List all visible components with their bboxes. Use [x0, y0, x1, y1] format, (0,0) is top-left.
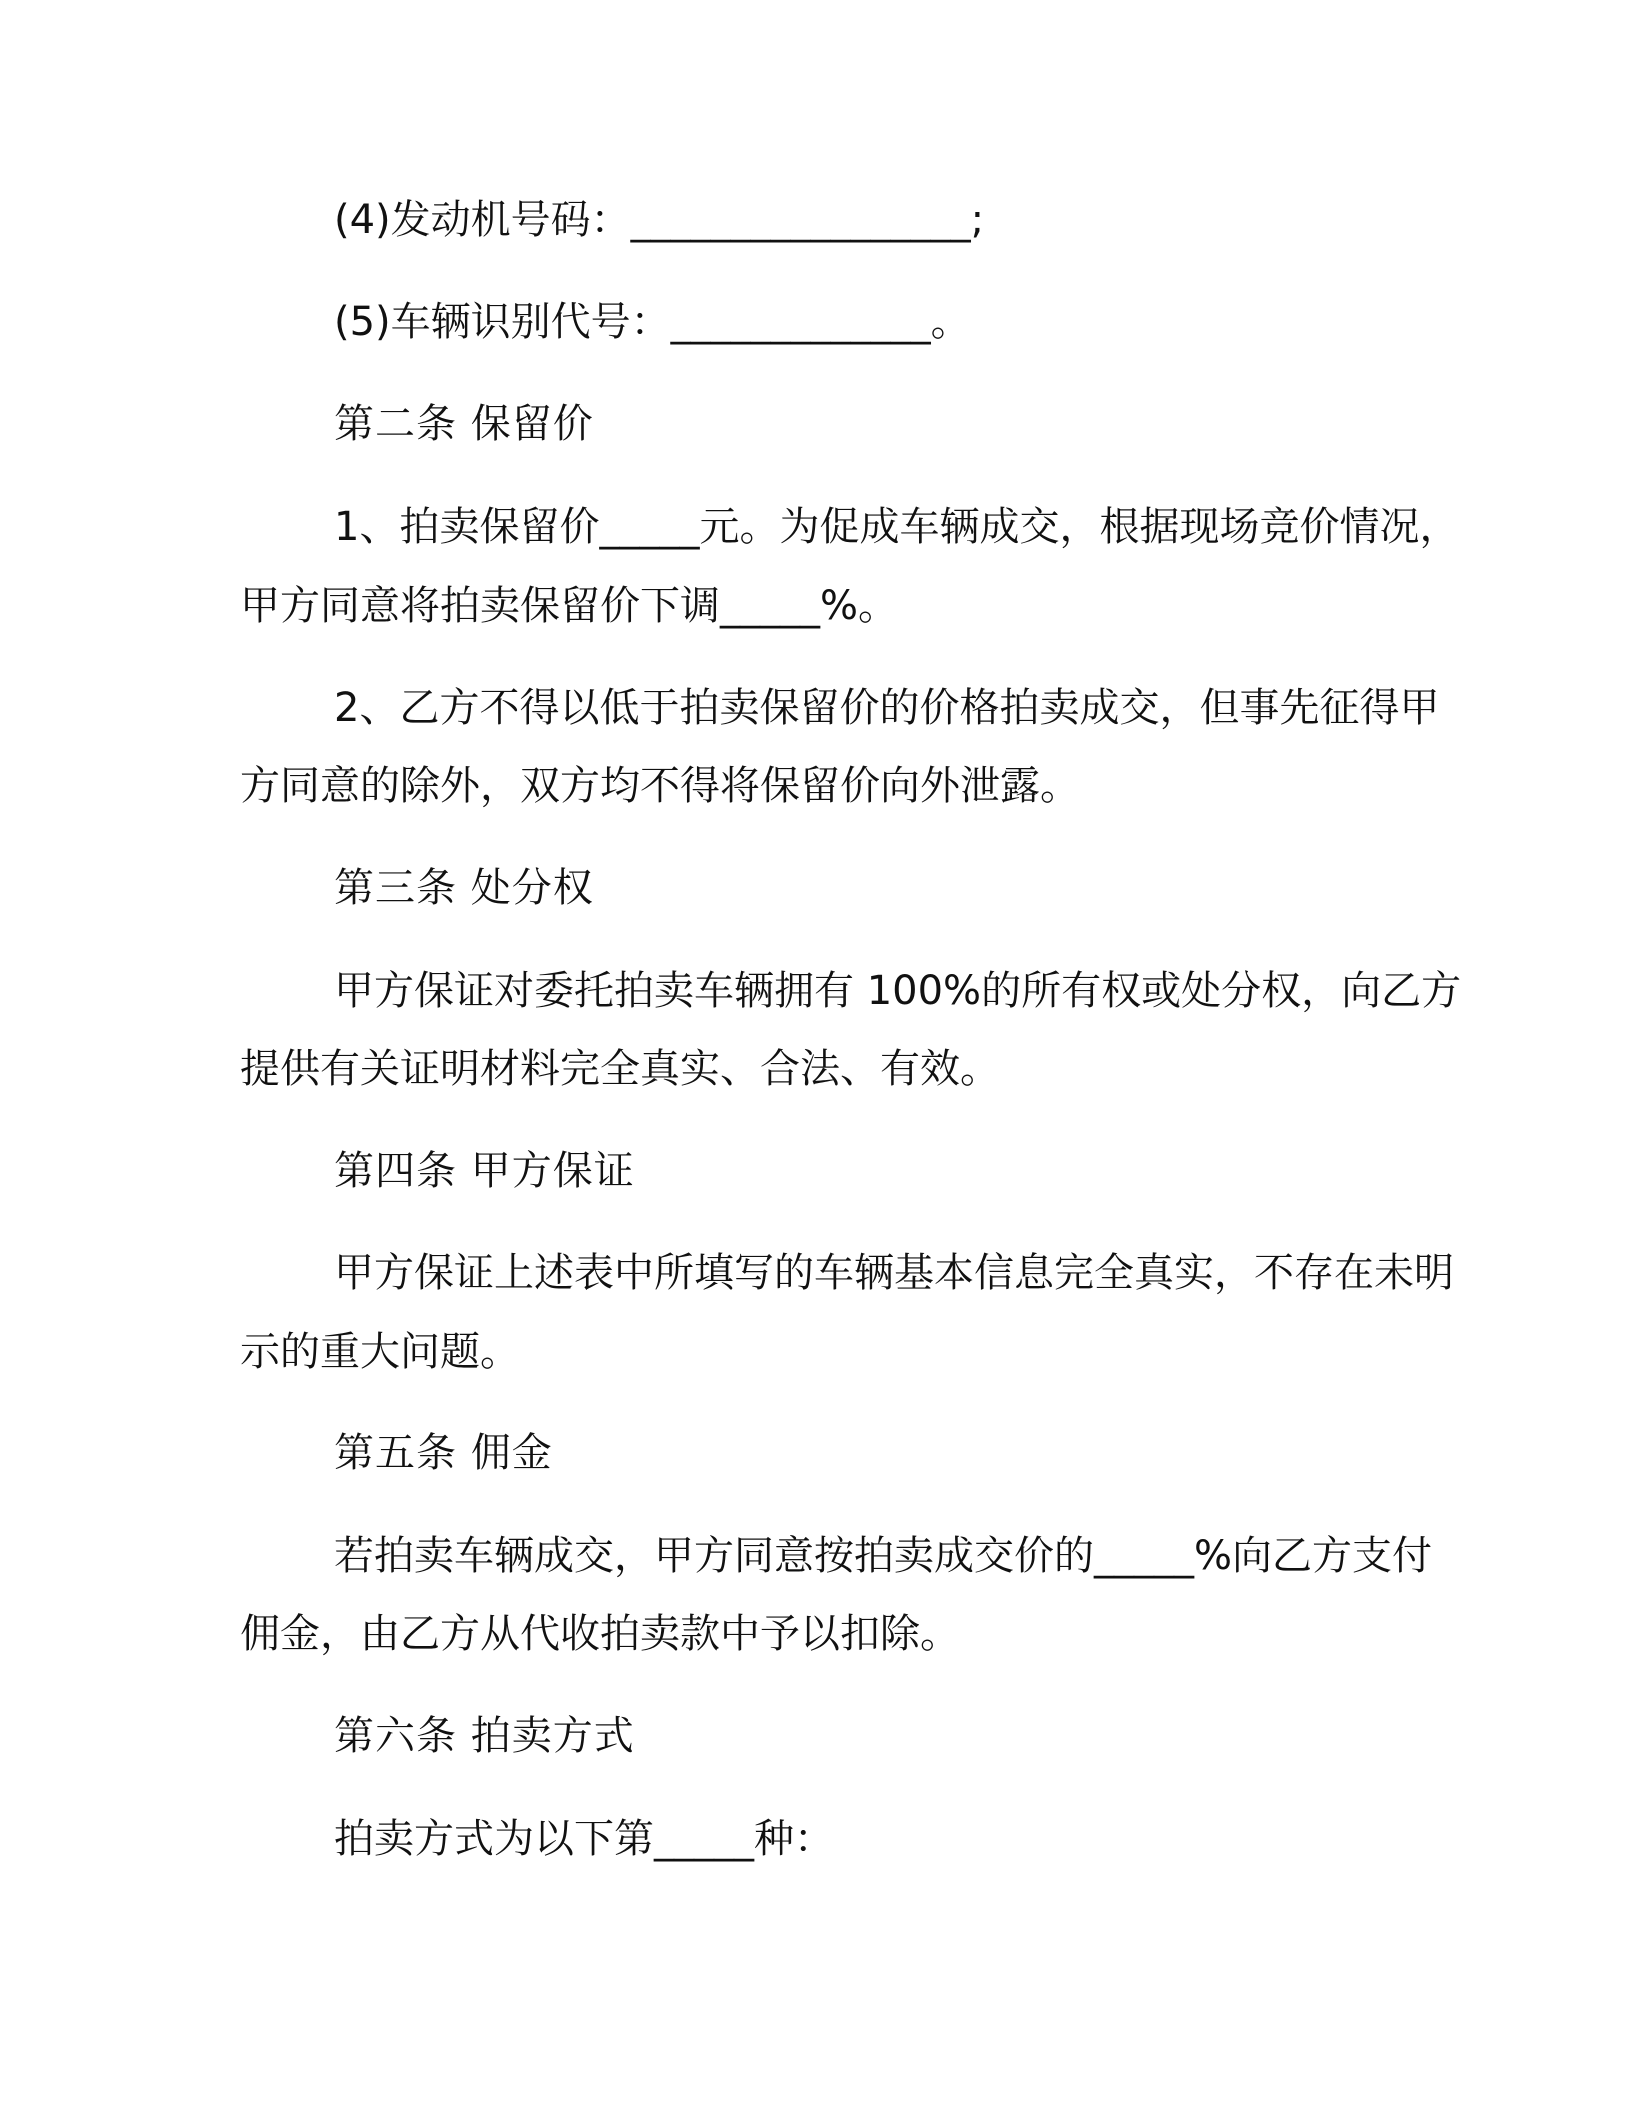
article-6-paragraph-line-1: 拍卖方式为以下第_____种：	[334, 1816, 834, 1862]
article-3-paragraph-line-1: 甲方保证对委托拍卖车辆拥有 100%的所有权或处分权，向乙方	[334, 968, 1462, 1014]
article-2-paragraph-2-line-1: 2、乙方不得以低于拍卖保留价的价格拍卖成交，但事先征得甲	[334, 685, 1440, 731]
article-5-heading: 第五条 佣金	[334, 1430, 553, 1476]
article-4-paragraph-line-2: 示的重大问题。	[240, 1329, 520, 1375]
article-3-heading: 第三条 处分权	[334, 865, 594, 911]
article-2-paragraph-2-line-2: 方同意的除外，双方均不得将保留价向外泄露。	[240, 763, 1080, 809]
item-vehicle-id-code: (5)车辆识别代号：_____________。	[334, 299, 971, 345]
article-2-heading: 第二条 保留价	[334, 401, 594, 447]
article-2-paragraph-1-line-1: 1、拍卖保留价_____元。为促成车辆成交，根据现场竞价情况，	[334, 504, 1460, 550]
article-6-heading: 第六条 拍卖方式	[334, 1713, 635, 1759]
article-4-paragraph-line-1: 甲方保证上述表中所填写的车辆基本信息完全真实，不存在未明	[334, 1250, 1454, 1296]
article-3-paragraph-line-2: 提供有关证明材料完全真实、合法、有效。	[240, 1046, 1000, 1092]
article-4-heading: 第四条 甲方保证	[334, 1148, 635, 1194]
item-engine-number: (4)发动机号码：_________________;	[334, 197, 985, 243]
article-2-paragraph-1-line-2: 甲方同意将拍卖保留价下调_____%。	[240, 583, 899, 629]
article-5-paragraph-line-2: 佣金，由乙方从代收拍卖款中予以扣除。	[240, 1611, 960, 1657]
article-5-paragraph-line-1: 若拍卖车辆成交，甲方同意按拍卖成交价的_____%向乙方支付	[334, 1533, 1433, 1579]
